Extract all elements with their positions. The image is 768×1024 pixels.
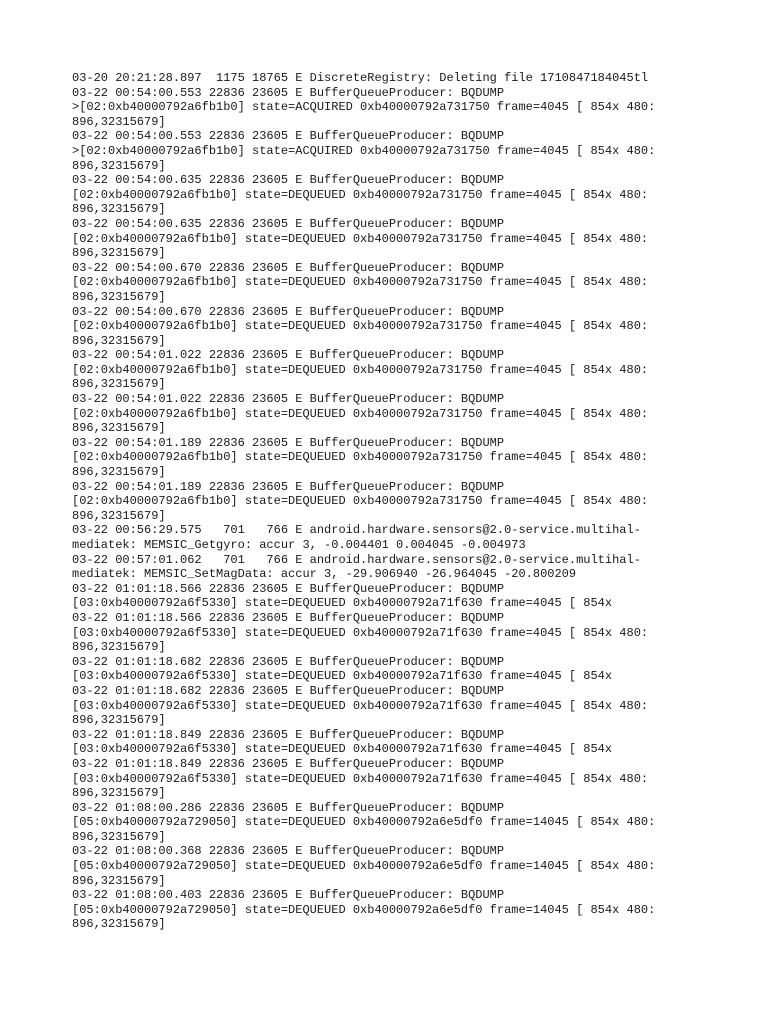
log-line: 896,32315679] <box>72 465 166 480</box>
log-line: 896,32315679] <box>72 333 166 348</box>
log-line: [02:0xb40000792a6fb1b0] state=DEQUEUED 0xb40000792a731750 frame=4045 [ 854x 480: <box>72 319 649 334</box>
log-line: 896,32315679] <box>72 873 166 888</box>
log-line: 03-22 01:01:18.682 22836 23605 E BufferQueueProducer: BQDUMP <box>72 683 505 698</box>
log-line: 896,32315679] <box>72 202 166 217</box>
log-line: 896,32315679] <box>72 377 166 392</box>
log-line: 896,32315679] <box>72 508 166 523</box>
log-line: [05:0xb40000792a729050] state=DEQUEUED 0xb40000792a6e5df0 frame=14045 [ 854x 480: <box>72 859 656 874</box>
log-line: [05:0xb40000792a729050] state=DEQUEUED 0xb40000792a6e5df0 frame=14045 [ 854x 480: <box>72 902 656 917</box>
log-line: 03-20 20:21:28.897 1175 18765 E DiscreteRegistry: Deleting file 1710847184045tl <box>72 71 649 85</box>
log-line: [03:0xb40000792a6f5330] state=DEQUEUED 0xb40000792a71f630 frame=4045 [ 854x 480: <box>72 698 649 713</box>
log-line: [03:0xb40000792a6f5330] state=DEQUEUED 0xb40000792a71f630 frame=4045 [ 854x 480: <box>72 771 649 786</box>
log-line: 896,32315679] <box>72 246 166 261</box>
log-line: 896,32315679] <box>72 289 166 304</box>
log-line: [02:0xb40000792a6fb1b0] state=DEQUEUED 0xb40000792a731750 frame=4045 [ 854x 480: <box>72 275 649 290</box>
log-line: [02:0xb40000792a6fb1b0] state=DEQUEUED 0xb40000792a731750 frame=4045 [ 854x 480: <box>72 362 649 377</box>
log-line: [02:0xb40000792a6fb1b0] state=DEQUEUED 0xb40000792a731750 frame=4045 [ 854x 480: <box>72 187 649 202</box>
log-line: [02:0xb40000792a6fb1b0] state=DEQUEUED 0xb40000792a731750 frame=4045 [ 854x 480: <box>72 406 649 421</box>
log-line: 03-22 01:08:00.286 22836 23605 E BufferQueueProducer: BQDUMP <box>72 800 505 815</box>
log-line: 03-22 01:01:18.566 22836 23605 E BufferQueueProducer: BQDUMP <box>72 610 505 625</box>
log-line: mediatek: MEMSIC_SetMagData: accur 3, -29.906940 -26.964045 -20.800209 <box>72 567 577 582</box>
log-line: 03-22 01:01:18.849 22836 23605 E BufferQueueProducer: BQDUMP <box>72 756 505 771</box>
log-line: 896,32315679] <box>72 829 166 844</box>
log-line: 03-22 00:56:29.575 701 766 E android.hardware.sensors@2.0-service.multihal- <box>72 523 641 538</box>
log-line: 03-22 00:54:00.635 22836 23605 E BufferQueueProducer: BQDUMP <box>72 216 505 231</box>
log-body <box>72 71 712 932</box>
log-line: 03-22 00:54:01.189 22836 23605 E BufferQueueProducer: BQDUMP <box>72 479 505 494</box>
log-line: 03-22 00:54:00.670 22836 23605 E BufferQueueProducer: BQDUMP <box>72 260 505 275</box>
log-document <box>72 71 712 932</box>
log-line: 03-22 01:01:18.849 22836 23605 E BufferQueueProducer: BQDUMP <box>72 727 505 742</box>
log-line: 03-22 01:01:18.682 22836 23605 E BufferQueueProducer: BQDUMP <box>72 654 505 669</box>
log-line: 896,32315679] <box>72 640 166 655</box>
log-line: [05:0xb40000792a729050] state=DEQUEUED 0xb40000792a6e5df0 frame=14045 [ 854x 480: <box>72 815 656 830</box>
log-line: [02:0xb40000792a6fb1b0] state=DEQUEUED 0xb40000792a731750 frame=4045 [ 854x 480: <box>72 450 649 465</box>
log-line: 03-22 00:54:00.635 22836 23605 E BufferQueueProducer: BQDUMP <box>72 173 505 188</box>
log-line: [02:0xb40000792a6fb1b0] state=DEQUEUED 0xb40000792a731750 frame=4045 [ 854x 480: <box>72 494 649 509</box>
log-line: 896,32315679] <box>72 114 166 129</box>
log-line: [03:0xb40000792a6f5330] state=DEQUEUED 0xb40000792a71f630 frame=4045 [ 854x <box>72 596 613 611</box>
log-line: 03-22 01:08:00.368 22836 23605 E BufferQueueProducer: BQDUMP <box>72 844 505 859</box>
log-line: [03:0xb40000792a6f5330] state=DEQUEUED 0xb40000792a71f630 frame=4045 [ 854x <box>72 742 613 757</box>
log-line: 03-22 00:57:01.062 701 766 E android.hardware.sensors@2.0-service.multihal- <box>72 552 641 567</box>
log-line: 896,32315679] <box>72 917 166 932</box>
log-line: 03-22 00:54:00.553 22836 23605 E BufferQueueProducer: BQDUMP <box>72 85 505 100</box>
log-line: [02:0xb40000792a6fb1b0] state=DEQUEUED 0xb40000792a731750 frame=4045 [ 854x 480: <box>72 231 649 246</box>
log-line: 03-22 00:54:01.022 22836 23605 E BufferQueueProducer: BQDUMP <box>72 392 505 407</box>
log-line: 896,32315679] <box>72 786 166 801</box>
log-line: [03:0xb40000792a6f5330] state=DEQUEUED 0xb40000792a71f630 frame=4045 [ 854x <box>72 669 613 684</box>
log-line: 896,32315679] <box>72 713 166 728</box>
log-line: 896,32315679] <box>72 421 166 436</box>
log-line: 03-22 01:08:00.403 22836 23605 E BufferQueueProducer: BQDUMP <box>72 888 505 903</box>
log-line: [03:0xb40000792a6f5330] state=DEQUEUED 0xb40000792a71f630 frame=4045 [ 854x 480: <box>72 625 649 640</box>
log-line: 03-22 00:54:01.189 22836 23605 E BufferQueueProducer: BQDUMP <box>72 435 505 450</box>
log-line: mediatek: MEMSIC_Getgyro: accur 3, -0.004401 0.004045 -0.004973 <box>72 538 526 552</box>
log-line: 03-22 00:54:00.670 22836 23605 E BufferQueueProducer: BQDUMP <box>72 304 505 319</box>
log-line: >[02:0xb40000792a6fb1b0] state=ACQUIRED 0xb40000792a731750 frame=4045 [ 854x 480: <box>72 143 656 158</box>
log-line: 03-22 01:01:18.566 22836 23605 E BufferQueueProducer: BQDUMP <box>72 581 505 596</box>
log-line: 896,32315679] <box>72 158 166 173</box>
log-line: 03-22 00:54:00.553 22836 23605 E BufferQueueProducer: BQDUMP <box>72 129 505 144</box>
log-line: 03-22 00:54:01.022 22836 23605 E BufferQueueProducer: BQDUMP <box>72 348 505 363</box>
log-line: >[02:0xb40000792a6fb1b0] state=ACQUIRED 0xb40000792a731750 frame=4045 [ 854x 480: <box>72 100 656 115</box>
